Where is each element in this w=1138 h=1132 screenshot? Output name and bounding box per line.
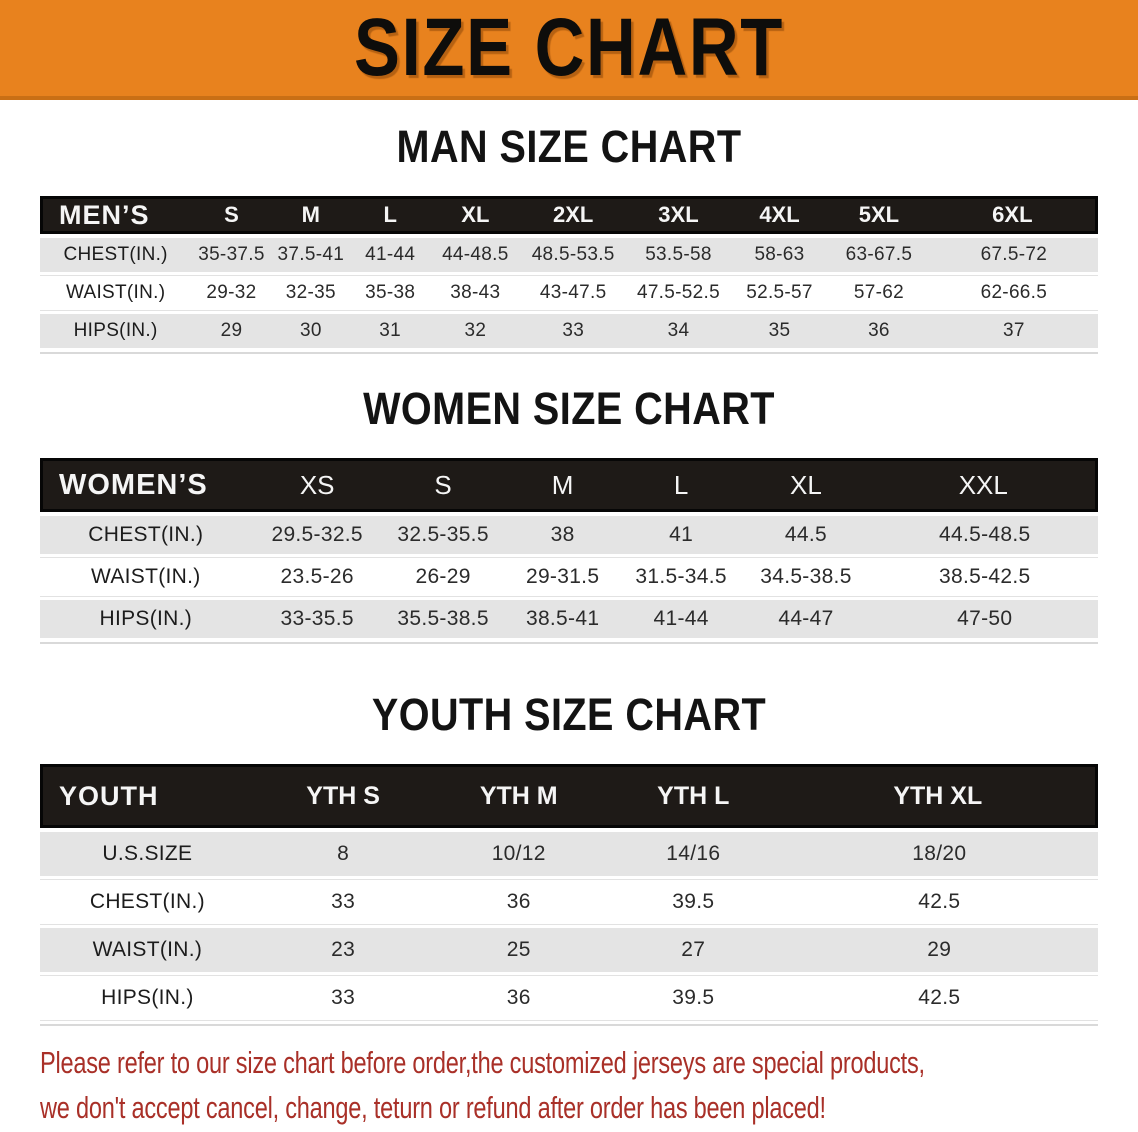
size-value-cell: 14/16	[606, 832, 781, 876]
size-value-cell: 44-48.5	[430, 238, 520, 272]
size-column-header: XL	[430, 196, 520, 234]
size-value-cell: 36	[431, 976, 606, 1020]
size-column-header: L	[350, 196, 430, 234]
size-value-cell: 32.5-35.5	[383, 516, 504, 554]
size-column-header: YTH S	[255, 764, 432, 828]
measurement-row-label: HIPS(IN.)	[40, 976, 255, 1020]
size-value-cell: 53.5-58	[626, 238, 731, 272]
table-corner-label: MEN’S	[40, 196, 191, 234]
size-column-header: YTH L	[606, 764, 781, 828]
size-column-header: 5XL	[828, 196, 930, 234]
size-value-cell: 47.5-52.5	[626, 276, 731, 310]
size-value-cell: 23	[255, 928, 432, 972]
table-row	[40, 276, 1098, 310]
size-value-cell: 42.5	[781, 880, 1098, 924]
size-value-cell: 25	[431, 928, 606, 972]
size-value-cell: 32	[430, 314, 520, 348]
size-value-cell: 48.5-53.5	[520, 238, 626, 272]
table-row	[40, 928, 1098, 972]
measurement-row-label: HIPS(IN.)	[40, 314, 191, 348]
size-value-cell: 27	[606, 928, 781, 972]
size-column-header: 6XL	[930, 196, 1098, 234]
men-size-chart-section	[0, 122, 1138, 354]
size-value-cell: 37	[930, 314, 1098, 348]
table-row	[40, 516, 1098, 554]
women-section-heading	[0, 384, 1138, 434]
size-value-cell: 41-44	[350, 238, 430, 272]
size-chart-banner	[0, 0, 1138, 100]
size-column-header: L	[622, 458, 740, 512]
disclaimer-line-2-text: we don't accept cancel, change, teturn or refund after order has been placed!	[40, 1090, 826, 1125]
measurement-row-label: CHEST(IN.)	[40, 238, 191, 272]
measurement-row-label: WAIST(IN.)	[40, 276, 191, 310]
size-value-cell: 57-62	[828, 276, 930, 310]
size-value-cell: 44-47	[740, 600, 871, 638]
size-column-header: S	[191, 196, 271, 234]
size-column-header: XXL	[872, 458, 1098, 512]
disclaimer-line-1-text: Please refer to our size chart before order,the customized jerseys are special products,	[40, 1045, 925, 1080]
banner-title	[313, 2, 825, 93]
measurement-row-label: CHEST(IN.)	[40, 516, 252, 554]
size-value-cell: 33	[255, 880, 432, 924]
table-header-row	[40, 196, 1098, 234]
women-section-heading-text: WOMEN SIZE CHART	[363, 383, 775, 434]
size-column-header: 3XL	[626, 196, 731, 234]
women-size-table	[40, 454, 1098, 644]
size-value-cell: 63-67.5	[828, 238, 930, 272]
size-value-cell: 33-35.5	[252, 600, 383, 638]
size-value-cell: 29	[781, 928, 1098, 972]
youth-size-chart-section	[0, 690, 1138, 1026]
table-row	[40, 976, 1098, 1020]
table-row	[40, 880, 1098, 924]
size-value-cell: 38	[503, 516, 621, 554]
size-column-header: XL	[740, 458, 871, 512]
youth-section-heading-text: YOUTH SIZE CHART	[371, 689, 767, 740]
size-value-cell: 31.5-34.5	[622, 558, 740, 596]
size-value-cell: 38.5-41	[503, 600, 621, 638]
size-value-cell: 41	[622, 516, 740, 554]
size-column-header: YTH M	[431, 764, 606, 828]
size-value-cell: 44.5	[740, 516, 871, 554]
measurement-row-label: HIPS(IN.)	[40, 600, 252, 638]
size-value-cell: 23.5-26	[252, 558, 383, 596]
men-size-table	[40, 192, 1098, 354]
size-column-header: M	[272, 196, 350, 234]
women-size-chart-section	[0, 384, 1138, 644]
size-value-cell: 41-44	[622, 600, 740, 638]
table-corner-label: WOMEN’S	[40, 458, 252, 512]
table-header-row	[40, 458, 1098, 512]
size-value-cell: 18/20	[781, 832, 1098, 876]
size-value-cell: 33	[255, 976, 432, 1020]
size-value-cell: 29-32	[191, 276, 271, 310]
size-value-cell: 36	[828, 314, 930, 348]
size-value-cell: 8	[255, 832, 432, 876]
banner-title-text: SIZE CHART	[353, 2, 785, 93]
size-value-cell: 42.5	[781, 976, 1098, 1020]
measurement-row-label: CHEST(IN.)	[40, 880, 255, 924]
measurement-row-label: WAIST(IN.)	[40, 558, 252, 596]
size-column-header: 4XL	[731, 196, 828, 234]
size-value-cell: 67.5-72	[930, 238, 1098, 272]
size-value-cell: 43-47.5	[520, 276, 626, 310]
size-value-cell: 29	[191, 314, 271, 348]
size-column-header: M	[503, 458, 621, 512]
size-value-cell: 38-43	[430, 276, 520, 310]
disclaimer-line-2	[40, 1085, 1098, 1130]
size-value-cell: 37.5-41	[272, 238, 350, 272]
size-value-cell: 10/12	[431, 832, 606, 876]
size-value-cell: 29-31.5	[503, 558, 621, 596]
size-value-cell: 34	[626, 314, 731, 348]
table-row	[40, 314, 1098, 348]
men-section-heading	[0, 122, 1138, 172]
size-value-cell: 62-66.5	[930, 276, 1098, 310]
disclaimer-line-1	[40, 1040, 1098, 1085]
table-header-row	[40, 764, 1098, 828]
size-value-cell: 26-29	[383, 558, 504, 596]
size-value-cell: 34.5-38.5	[740, 558, 871, 596]
size-value-cell: 30	[272, 314, 350, 348]
disclaimer	[40, 1040, 1098, 1130]
size-column-header: XS	[252, 458, 383, 512]
table-row	[40, 238, 1098, 272]
youth-section-heading	[0, 690, 1138, 740]
table-row	[40, 600, 1098, 638]
size-value-cell: 29.5-32.5	[252, 516, 383, 554]
table-row	[40, 832, 1098, 876]
size-value-cell: 35-38	[350, 276, 430, 310]
size-value-cell: 39.5	[606, 976, 781, 1020]
size-value-cell: 36	[431, 880, 606, 924]
size-column-header: S	[383, 458, 504, 512]
size-value-cell: 35	[731, 314, 828, 348]
measurement-row-label: U.S.SIZE	[40, 832, 255, 876]
size-value-cell: 32-35	[272, 276, 350, 310]
size-value-cell: 33	[520, 314, 626, 348]
table-corner-label: YOUTH	[40, 764, 255, 828]
size-value-cell: 35.5-38.5	[383, 600, 504, 638]
size-value-cell: 52.5-57	[731, 276, 828, 310]
size-value-cell: 31	[350, 314, 430, 348]
youth-size-table	[40, 760, 1098, 1026]
size-value-cell: 58-63	[731, 238, 828, 272]
men-section-heading-text: MAN SIZE CHART	[396, 121, 742, 172]
size-value-cell: 35-37.5	[191, 238, 271, 272]
size-value-cell: 44.5-48.5	[872, 516, 1098, 554]
size-value-cell: 38.5-42.5	[872, 558, 1098, 596]
size-column-header: YTH XL	[781, 764, 1098, 828]
measurement-row-label: WAIST(IN.)	[40, 928, 255, 972]
table-row	[40, 558, 1098, 596]
size-value-cell: 39.5	[606, 880, 781, 924]
size-column-header: 2XL	[520, 196, 626, 234]
size-value-cell: 47-50	[872, 600, 1098, 638]
